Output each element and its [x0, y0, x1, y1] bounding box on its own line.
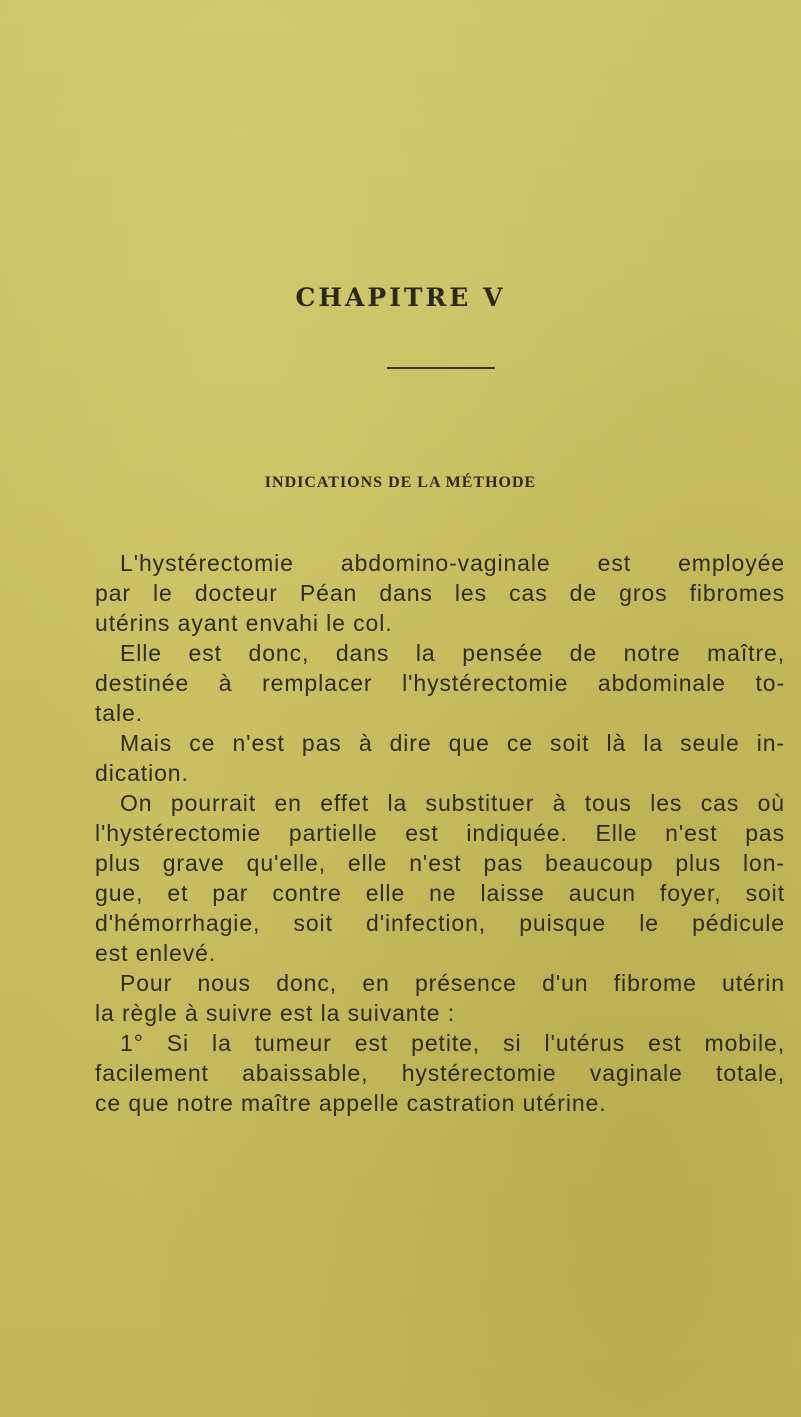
text-line: facilement abaissable, hystérectomie vaginale totale,	[95, 1060, 785, 1086]
text-line: 1° Si la tumeur est petite, si l'utérus est mobile,	[120, 1030, 785, 1056]
text-line: utérins ayant envahi le col.	[95, 610, 393, 636]
text-line: destinée à remplacer l'hystérectomie abdominale to-	[95, 670, 785, 696]
text-line: Elle est donc, dans la pensée de notre maître,	[120, 640, 785, 666]
text-line: l'hystérectomie partielle est indiquée. Elle n'est pas	[95, 820, 785, 846]
chapter-title: CHAPITRE V	[295, 283, 506, 312]
text-line: On pourrait en effet la substituer à tous les cas où	[120, 790, 785, 816]
body-text	[95, 548, 785, 1118]
text-line: Mais ce n'est pas à dire que ce soit là la seule in-	[120, 730, 785, 756]
text-line: plus grave qu'elle, elle n'est pas beaucoup plus lon-	[95, 850, 785, 876]
text-line: L'hystérectomie abdomino-vaginale est employée	[120, 550, 785, 576]
text-line: est enlevé.	[95, 940, 217, 966]
text-line: la règle à suivre est la suivante :	[95, 1000, 456, 1026]
section-heading: INDICATIONS DE LA MÉTHODE	[264, 474, 537, 491]
chapter-divider	[387, 367, 495, 369]
text-line: Pour nous donc, en présence d'un fibrome utérin	[120, 970, 785, 996]
text-line: d'hémorrhagie, soit d'infection, puisque le pédicule	[95, 910, 785, 936]
text-line: ce que notre maître appelle castration utérine.	[95, 1090, 607, 1116]
text-line: dication.	[95, 760, 189, 786]
text-line: gue, et par contre elle ne laisse aucun foyer, soit	[95, 880, 785, 906]
text-line: tale.	[95, 700, 143, 726]
text-line: par le docteur Péan dans les cas de gros fibromes	[95, 580, 785, 606]
